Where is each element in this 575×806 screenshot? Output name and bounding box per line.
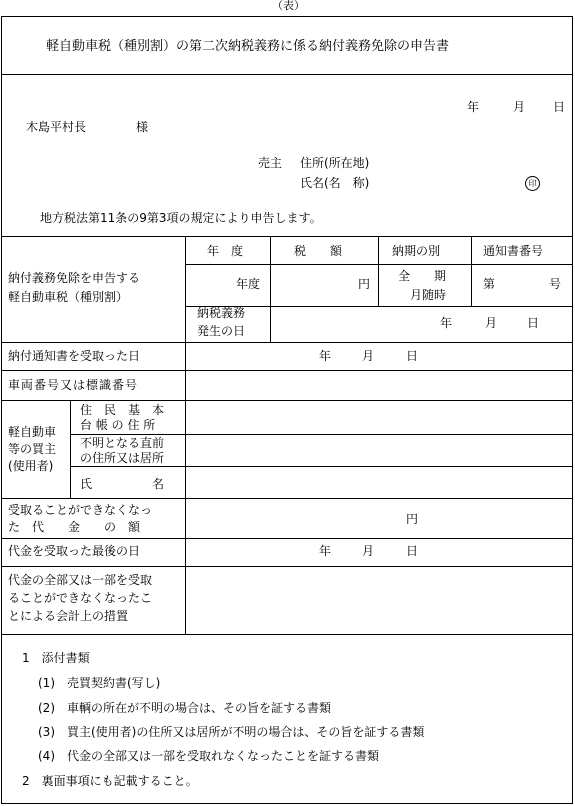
note-item-4: (4) 代金の全部又は一部を受取れなくなったことを証する書類 — [38, 749, 380, 763]
header-amount: 税 額 — [294, 244, 343, 258]
buyer-name-label: 氏 名 — [80, 477, 165, 491]
note-item-3: (3) 買主(使用者)の住所又は居所が不明の場合は、その旨を証する書類 — [38, 725, 425, 739]
col-line-period — [471, 236, 472, 306]
amount-yen: 円 — [358, 277, 371, 291]
table-top-line — [1, 236, 573, 237]
buyer-group-label-1: 軽自動車 — [8, 425, 57, 439]
accounting-label-1: 代金の全部又は一部を受取 — [8, 573, 153, 587]
row-line-6 — [1, 566, 573, 567]
notice-go: 号 — [549, 277, 562, 291]
last-received-label: 代金を受取った最後の日 — [8, 544, 141, 558]
buyer-group-label-3: (使用者) — [8, 459, 54, 473]
date-month: 月 — [513, 100, 526, 114]
year-unit: 年度 — [236, 277, 261, 291]
label-column-line — [185, 236, 186, 634]
addressee-honorific: 様 — [136, 120, 149, 134]
receipt-month: 月 — [362, 349, 375, 363]
last-received-year: 年 — [319, 544, 332, 558]
header-row-line — [185, 264, 573, 265]
occurrence-label-1: 納税義務 — [197, 306, 246, 320]
unreceived-yen: 円 — [406, 512, 419, 526]
occurrence-day: 日 — [527, 316, 540, 330]
receipt-day: 日 — [406, 349, 419, 363]
date-year: 年 — [467, 100, 480, 114]
accounting-label-3: とによる会計上の措置 — [8, 609, 129, 623]
seal-mark: 印 — [525, 176, 540, 191]
unknown-address-label-2: の住所又は居所 — [80, 451, 165, 465]
legal-basis: 地方税法第11条の9第3項の規定により申告します。 — [40, 211, 322, 225]
buyer-group-label-2: 等の買主 — [8, 442, 57, 456]
occurrence-month: 月 — [485, 316, 498, 330]
note-item-1: (1) 売買契約書(写し) — [38, 676, 161, 690]
receipt-year: 年 — [319, 349, 332, 363]
title-divider — [1, 74, 573, 75]
header-year: 年 度 — [207, 244, 244, 258]
col-line-year — [270, 236, 271, 342]
note-attachments-heading: 1 添付書類 — [22, 651, 90, 665]
receipt-label: 納付通知書を受取った日 — [8, 349, 141, 363]
exempt-tax-label-1: 納付義務免除を申告する — [8, 271, 141, 285]
table-bottom-line — [1, 634, 573, 635]
last-received-day: 日 — [406, 544, 419, 558]
occurrence-year: 年 — [440, 316, 453, 330]
note-item-2: (2) 車輌の所在が不明の場合は、その旨を証する書類 — [38, 701, 332, 715]
header-period: 納期の別 — [392, 244, 441, 258]
buyer-group-line — [70, 400, 71, 498]
seller-role: 売主 — [258, 156, 283, 170]
col-line-amount — [378, 236, 379, 306]
unknown-address-label-1: 不明となる直前 — [80, 436, 165, 450]
seller-address-label: 住所(所在地) — [300, 156, 370, 170]
row-line-2 — [1, 370, 573, 371]
exempt-tax-label-2: 軽自動車税（種別割） — [8, 290, 129, 304]
addressee-name: 木島平村長 — [26, 120, 87, 134]
row-line-4 — [1, 498, 573, 499]
period-all: 全 期 — [398, 269, 447, 283]
seller-name-label: 氏名(名 称) — [300, 176, 370, 190]
form-title: 軽自動車税（種別割）の第二次納税義務に係る納付義務免除の申告書 — [46, 39, 450, 54]
row-line-1 — [1, 342, 573, 343]
buyer-row-line-2 — [70, 466, 573, 467]
row-line-3 — [1, 400, 573, 401]
unreceived-label-2: た 代 金 の 額 — [8, 520, 141, 534]
registry-address-label-1: 住 民 基 本 — [80, 403, 165, 417]
occurrence-label-2: 発生の日 — [197, 324, 246, 338]
row-line-5 — [1, 538, 573, 539]
last-received-month: 月 — [362, 544, 375, 558]
registry-address-label-2: 台 帳 の 住 所 — [80, 418, 156, 432]
accounting-label-2: ることができなくなったこ — [8, 591, 153, 605]
unreceived-label-1: 受取ることができなくなっ — [8, 503, 153, 517]
date-day: 日 — [553, 100, 566, 114]
buyer-row-line-1 — [70, 434, 573, 435]
vehicle-number-label: 車両番号又は標識番号 — [8, 378, 139, 392]
top-label: （表） — [272, 0, 305, 12]
notice-dai: 第 — [483, 277, 496, 291]
header-notice-no: 通知書番号 — [483, 244, 544, 258]
period-monthly: 月随時 — [410, 288, 447, 302]
note-reverse-side: 2 裏面事項にも記載すること。 — [22, 774, 198, 788]
